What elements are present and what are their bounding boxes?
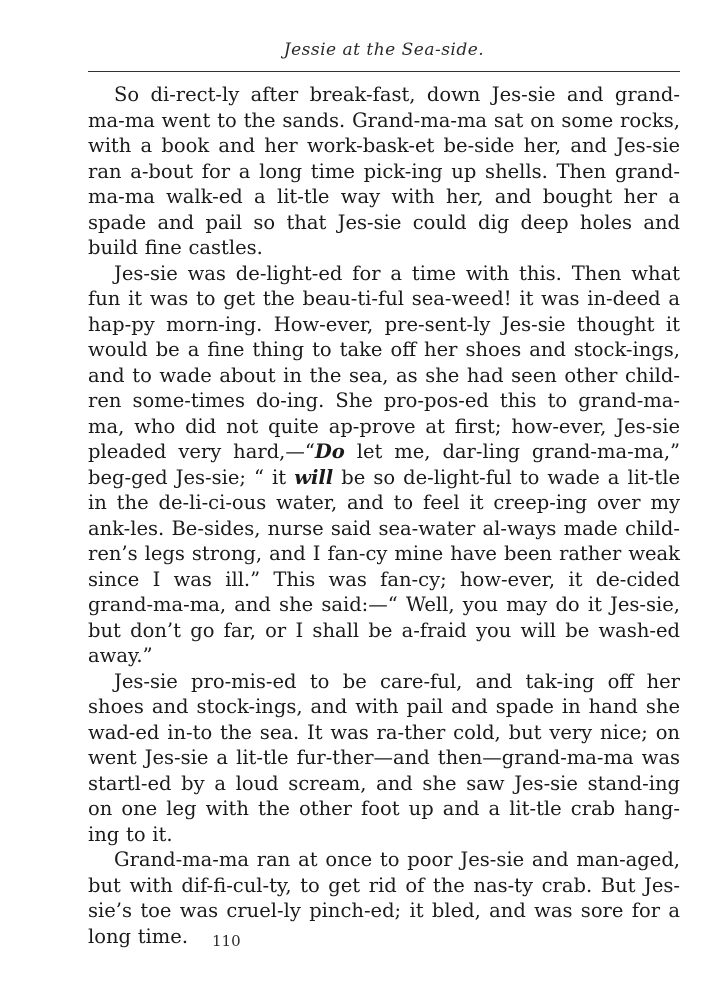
paragraph-1 bbox=[88, 82, 680, 261]
paragraph-3-text: Jes-sie pro-mis-ed to be care-ful, and tak-ing off her shoes and stock-ings, and with pail and spade in hand she wad-ed in-to the sea. It was ra-ther cold, but very nice; on went Jes-sie a lit-tle fur-ther—and then—grand-ma-ma was startl-ed by a loud scream, and she saw Jes-sie stand-ing on one leg with the other foot up and a lit-tle crab hang-ing to it. bbox=[88, 669, 680, 846]
emphasis-will: will bbox=[294, 465, 334, 489]
page-number: 110 bbox=[212, 932, 241, 950]
paragraph-3 bbox=[88, 669, 680, 848]
paragraph-4 bbox=[88, 847, 680, 949]
paragraph-4-text: Grand-ma-ma ran at once to poor Jes-sie and man-aged, but with dif-fi-cul-ty, to get rid of the nas-ty crab. But Jes-sie’s toe was cruel-ly pinch-ed; it bled, and was sore for a long time. bbox=[88, 848, 680, 948]
emphasis-do: Do bbox=[314, 440, 345, 463]
paragraph-2-text-a: Jes-sie was de-light-ed for a time with this. Then what fun it was to get the beau-ti-ful sea-weed! it was in-deed a hap-py morn-ing. How-ever, pre-sent-ly Jes-sie thought it would be a fine thing to take off her shoes and stock-ings, and to wade about in the sea, as she had seen other child-ren some-times do-ing. She pro-pos-ed this to grand-ma-ma, who did not quite ap-prove at first; how-ever, Jes-sie pleaded very hard,—“ bbox=[88, 261, 680, 463]
header-rule bbox=[88, 71, 680, 72]
running-title: Jessie at the Sea-side. bbox=[283, 40, 485, 60]
paragraph-2-text-c: be so de-light-ful to wade a lit-tle in the de-li-ci-ous water, and to feel it creep-ing over my ank-les. Be-sides, nurse said sea-water al-ways made child-ren’s legs strong, and I fan-cy mine have been rather weak since I was ill.” This was fan-cy; how-ever, it de-cided grand-ma-ma, and she said:—“ Well, you may do it Jes-sie, but don’t go far, or I shall be a-fraid you will be wash-ed away.” bbox=[88, 465, 680, 667]
paragraph-2 bbox=[88, 261, 680, 669]
body-text bbox=[88, 82, 680, 949]
paragraph-1-text: So di-rect-ly after break-fast, down Jes-sie and grand-ma-ma went to the sands. Grand-ma-ma sat on some rocks, with a book and her work-bask-et be-side her, and Jes-sie ran a-bout for a long time pick-ing up shells. Then grand-ma-ma walk-ed a lit-tle way with her, and bought her a spade and pail so that Jes-sie could dig deep holes and build fine castles. bbox=[88, 83, 680, 259]
paragraph-2-text-b: let me, dar-ling grand-ma-ma,” beg-ged Jes-sie; “ it bbox=[88, 440, 680, 489]
